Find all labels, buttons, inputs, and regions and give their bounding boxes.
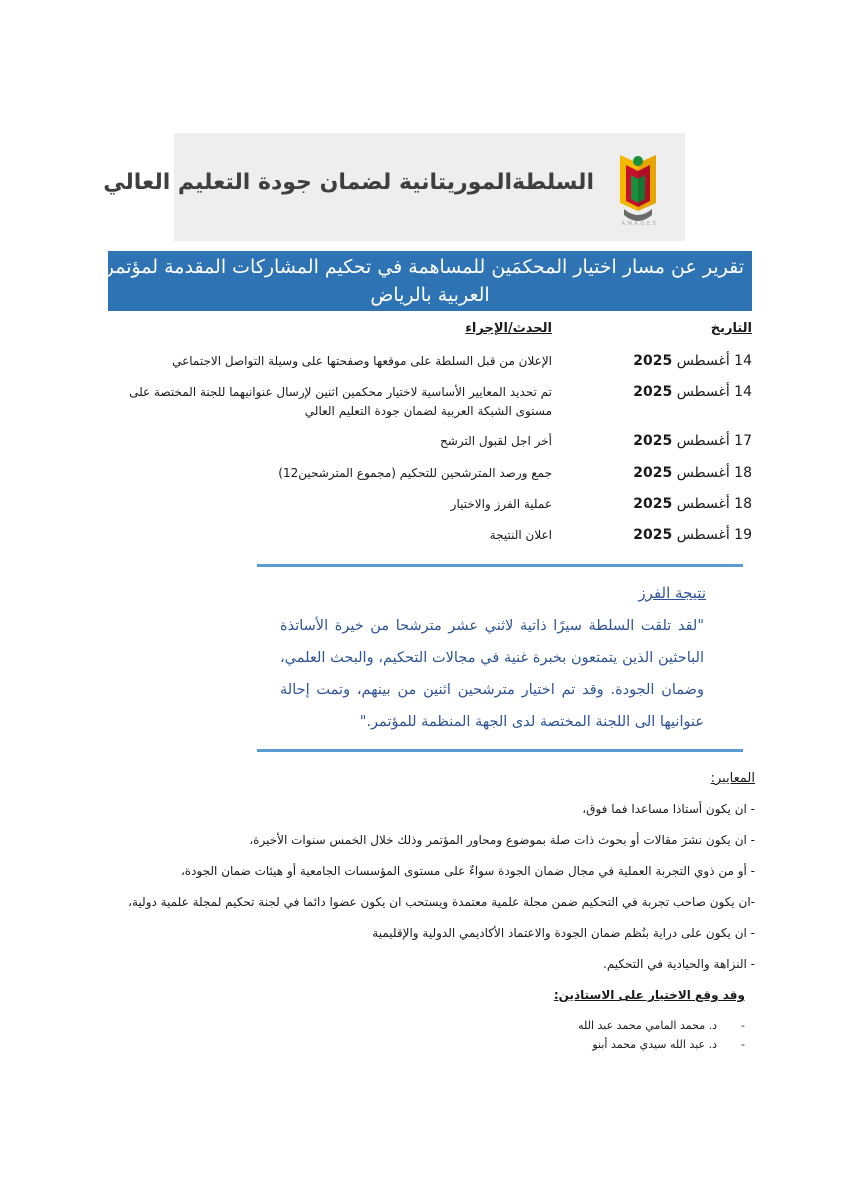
report-title-band — [44, 251, 752, 311]
title-line-1: تقرير عن مسار اختيار المحكمَين للمساهمة في تحكيم المشاركات المقدمة لمؤتمر الشبكة — [44, 256, 744, 278]
criteria-item: - ان يكون أستاذا مساعدا فما فوق، — [582, 802, 755, 816]
selection-title: وقد وقع الاختيار على الاستاذين: — [553, 988, 745, 1002]
result-quote: "لقد تلقت السلطة سيرًا ذاتية لاثني عشر مترشحا من خيرة الأساتذة الباحثين الذين يتمتعون بخبرة غنية في مجالات التحكيم، والبحث العلمي، وضمان الجودة. وقد تم اختيار مترشحين اثنين من بينهم، وتمت إحالة عنوانيها الى اللجنة المختصة لدى الجهة المنظمة للمؤتمر." — [280, 618, 704, 730]
org-name: السلطةالموريتانية لضمان جودة التعليم العالي — [103, 170, 594, 195]
criteria-item: - ان يكون نشرَ مقالات أو بحوث ذات صلة بموضوع ومحاور المؤتمر وذلك خلال الخمس سنوات الأخيرة، — [249, 833, 755, 847]
selected-person-2: -د. عبد الله سيدي محمد أبنو — [592, 1038, 745, 1051]
criteria-item: -ان يكون صاحب تجربة في التحكيم ضمن مجلة علمية معتمدة ويستحب ان يكون عضوا دائما في لجنة تحكيم لمجلة علمية دولية، — [128, 895, 755, 909]
result-bottom-rule — [257, 749, 743, 752]
date-column-header: التاريخ — [710, 321, 752, 336]
result-top-rule — [257, 564, 743, 567]
result-label: نتيجة الفرز — [638, 584, 706, 602]
row-5-date: 18 أغسطس 2025 — [633, 496, 752, 512]
row-3-event: أخر اجل لقبول الترشح — [440, 434, 552, 448]
book-hand-logo-icon — [606, 151, 670, 231]
header-banner — [103, 133, 685, 241]
criteria-title: المعايير: — [710, 771, 755, 786]
row-6-date: 19 أغسطس 2025 — [633, 527, 752, 543]
logo-caption: A.M.A.Q.E.S — [621, 221, 657, 227]
row-6-event: اعلان النتيجة — [489, 528, 552, 542]
row-1-date: 14 أغسطس 2025 — [633, 353, 752, 369]
row-2-date: 14 أغسطس 2025 — [633, 384, 752, 400]
title-line-2: العربية بالرياض — [370, 284, 490, 306]
criteria-item: - ان يكون على دراية بنُظم ضمان الجودة والاعتماد الأكاديمي الدولية والإقليمية — [372, 926, 755, 940]
event-column-header: الحدث/الإجراء — [465, 321, 552, 336]
row-2-event: تم تحديد المعايير الأساسية لاختيار محكمين اثنين لإرسال عنوانيهما للجنة المختصة على مستوى الشبكة العربية لضمان جودة التعليم العالي — [129, 385, 552, 418]
row-4-date: 18 أغسطس 2025 — [633, 465, 752, 481]
row-3-date: 17 أغسطس 2025 — [633, 433, 752, 449]
row-5-event: عملية الفرز والاختيار — [450, 497, 552, 511]
row-1-event: الإعلان من قبل السلطة على موقعها وصفحتها على وسيلة التواصل الاجتماعي — [172, 354, 552, 368]
row-4-event: جمع ورصد المترشحين للتحكيم (مجموع المترشحين12) — [278, 466, 552, 480]
criteria-item: - النزاهة والحيادية في التحكيم. — [603, 957, 755, 971]
selected-person-1: -د. محمد المامي محمد عبد الله — [578, 1019, 745, 1032]
criteria-item: - أو من ذوي التجربة العملية في مجال ضمان الجودة سواءٌ على مستوى المؤسسات الجامعية أو هيئات ضمان الجودة، — [180, 864, 755, 878]
